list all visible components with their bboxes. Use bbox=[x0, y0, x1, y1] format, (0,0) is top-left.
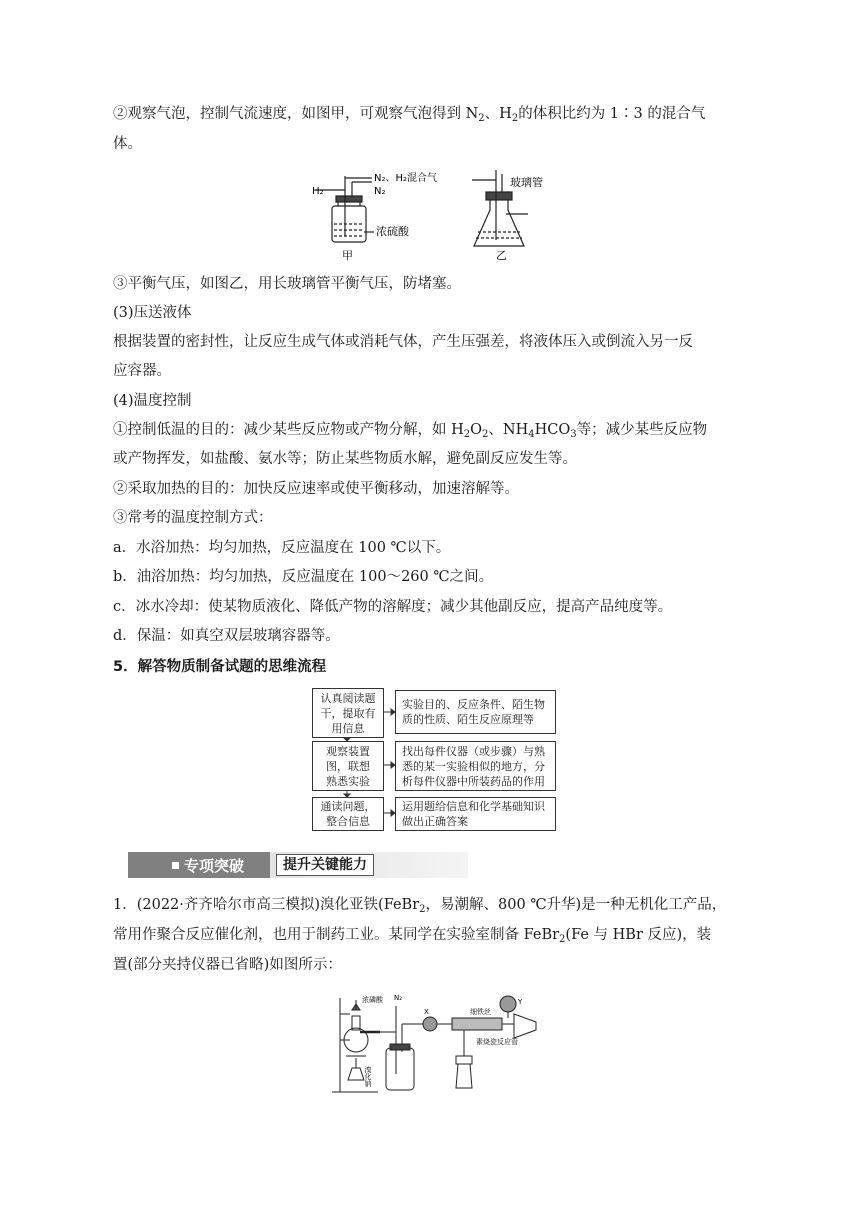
paragraph-low-temp-line2: 或产物挥发，如盐酸、氨水等；防止某些物质水解，避免副反应发生等。 bbox=[113, 451, 577, 467]
flow-step-3: 通读问题， 整合信息 bbox=[312, 797, 384, 831]
banner-right-label: 提升关键能力 bbox=[276, 854, 374, 876]
question-1-line3: 置(部分夹持仪器已省略)如图所示： bbox=[113, 957, 342, 973]
label-jia: 甲 bbox=[342, 249, 353, 262]
text: 1．(2022·齐齐哈尔市高三模拟)溴化亚铁(FeBr bbox=[113, 897, 420, 913]
label-sodium-bromide: 溴化钠 bbox=[364, 1066, 372, 1087]
text: 常用作聚合反应催化剂，也用于制药工业。某同学在实验室制备 FeBr bbox=[113, 927, 560, 943]
item-d: d．保温：如真空双层玻璃容器等。 bbox=[113, 628, 340, 644]
label-porcelain-tube: 素烧瓷反应管 bbox=[476, 1038, 518, 1046]
text: 、NH bbox=[488, 422, 529, 438]
text: 、H bbox=[484, 106, 512, 122]
paragraph-temp-methods: ③常考的温度控制方式： bbox=[113, 510, 273, 526]
label-n2: N₂ bbox=[374, 186, 386, 197]
subscript: 2 bbox=[478, 113, 485, 124]
label-phosphoric-acid: 浓磷酸 bbox=[362, 996, 383, 1004]
heading-3: (3)压送液体 bbox=[113, 305, 192, 321]
text: ②观察气泡，控制气流速度，如图甲，可观察气泡得到 N bbox=[113, 106, 479, 122]
item-b: b．油浴加热：均匀加热，反应温度在 100～260 ℃之间。 bbox=[113, 569, 494, 585]
label-y: Y bbox=[518, 998, 523, 1006]
flow-detail-1: 实验目的、反应条件、陌生物 质的性质、陌生反应原理等 bbox=[395, 690, 556, 734]
text: 等；减少某些反应物 bbox=[576, 422, 708, 438]
paragraph-balance-pressure: ③平衡气压，如图乙，用长玻璃管平衡气压，防堵塞。 bbox=[113, 276, 461, 292]
text: HCO bbox=[534, 422, 571, 438]
label-mix: N₂、H₂混合气 bbox=[374, 173, 438, 184]
subscript: 2 bbox=[419, 904, 426, 915]
subscript: 4 bbox=[528, 429, 535, 440]
banner-square-icon bbox=[172, 862, 179, 869]
subscript: 2 bbox=[463, 429, 471, 440]
paragraph-3-line2: 应容器。 bbox=[113, 363, 171, 379]
text: ①控制低温的目的：减少某些反应物或产物分解，如 H bbox=[113, 422, 464, 438]
flow-detail-2: 找出每件仪器（或步骤）与熟 悉的某一实验相似的地方，分 析每件仪器中所装药品的作用 bbox=[395, 741, 556, 791]
label-iron-wire: 细铁丝 bbox=[470, 1008, 491, 1016]
heading-4: (4)温度控制 bbox=[113, 393, 192, 409]
item-a: a．水浴加热：均匀加热，反应温度在 100 ℃以下。 bbox=[113, 540, 451, 556]
text: ，易潮解、800 ℃升华)是一种无机化工产品， bbox=[425, 897, 727, 913]
label-glass-tube: 玻璃管 bbox=[510, 176, 543, 189]
heading-5: 5．解答物质制备试题的思维流程 bbox=[113, 659, 327, 675]
paragraph-3-line1: 根据装置的密封性，让反应生成气体或消耗气体，产生压强差，将液体压入或倒流入另一反 bbox=[113, 334, 693, 350]
figure-apparatus bbox=[328, 988, 548, 1098]
subscript: 3 bbox=[570, 429, 577, 440]
text: (Fe 与 HBr 反应)，装 bbox=[565, 927, 712, 943]
text: O bbox=[470, 422, 483, 438]
subscript: 2 bbox=[482, 429, 489, 440]
flow-step-2: 观察装置 图，联想 熟悉实验 bbox=[312, 741, 384, 791]
figure-jia-yi bbox=[310, 166, 570, 264]
subscript: 2 bbox=[559, 934, 566, 945]
label-x: X bbox=[424, 1008, 429, 1016]
paragraph-bubble-observe bbox=[113, 104, 705, 124]
item-c: c．冰水冷却：使某物质液化、降低产物的溶解度；减少其他副反应，提高产品纯度等。 bbox=[113, 599, 673, 615]
question-1-line2 bbox=[113, 925, 711, 945]
paragraph-bubble-observe-line2: 体。 bbox=[113, 136, 142, 152]
label-h2: H₂ bbox=[312, 186, 324, 197]
label-conc-sulfuric: 浓硫酸 bbox=[376, 225, 409, 238]
banner-left-label: 专项突破 bbox=[184, 857, 245, 875]
flow-detail-3: 运用题给信息和化学基础知识 做出正确答案 bbox=[395, 797, 556, 831]
label-yi: 乙 bbox=[496, 249, 507, 262]
text: 的体积比约为 1∶3 的混合气 bbox=[518, 106, 706, 122]
flow-arrows bbox=[300, 686, 400, 832]
question-1-line1 bbox=[113, 895, 726, 915]
flow-step-1: 认真阅读题 干，提取有 用信息 bbox=[312, 688, 384, 738]
paragraph-heating: ②采取加热的目的：加快反应速率或使平衡移动，加速溶解等。 bbox=[113, 481, 519, 497]
wash-bottle-jia bbox=[315, 176, 374, 242]
label-n2-inlet: N₂ bbox=[394, 994, 403, 1002]
subscript: 2 bbox=[511, 113, 519, 124]
section-banner bbox=[128, 852, 468, 878]
paragraph-low-temp bbox=[113, 420, 707, 440]
